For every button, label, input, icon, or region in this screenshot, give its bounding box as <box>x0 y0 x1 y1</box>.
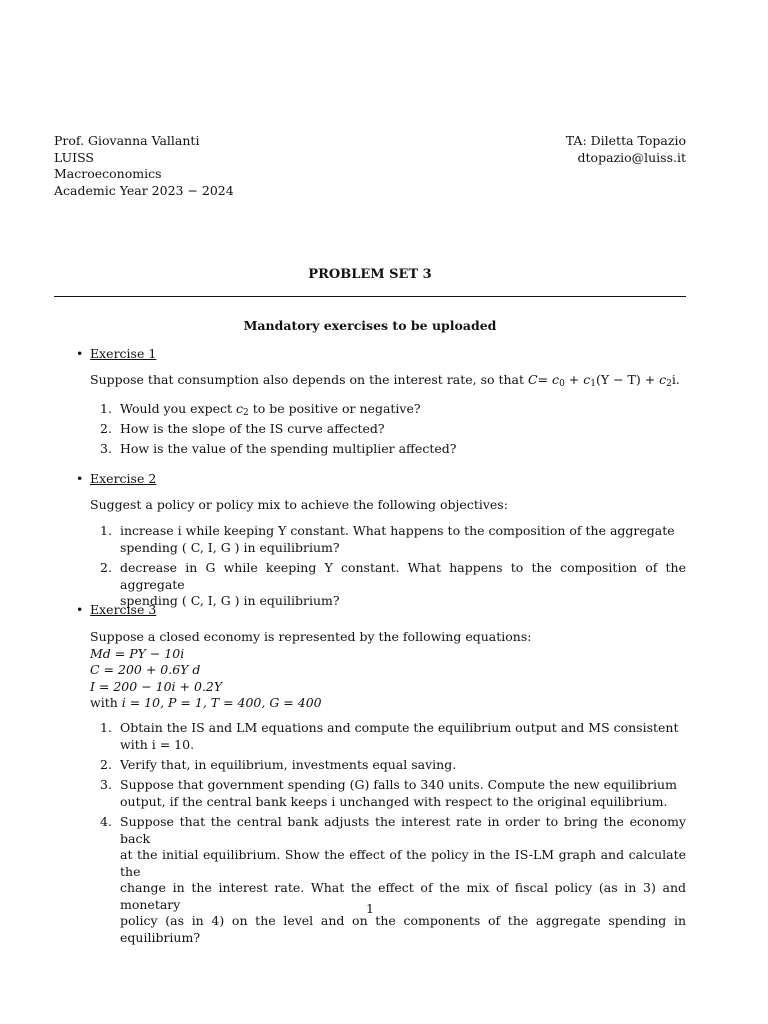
exercise-1-intro: Suppose that consumption also depends on the interest rate, so that $C= c_0 + c_1(Y - T) + c_2i$. <box>90 372 680 389</box>
item-line: policy (as in 4) on the level and on the components of the aggregate spending in equilibrium? <box>120 913 686 945</box>
item-text: How is the slope of the IS curve affected? <box>120 421 385 436</box>
item-line: spending ( C, I, G ) in equilibrium? <box>120 593 340 608</box>
item-line: decrease in G while keeping Y constant. What happens to the composition of the aggregate <box>120 560 686 592</box>
item-line: output, if the central bank keeps i unchanged with respect to the original equilibrium. <box>120 793 668 809</box>
university: LUISS <box>54 149 94 165</box>
item-line: Suppose that government spending (G) falls to 340 units. Compute the new equilibrium <box>120 777 677 792</box>
header-right <box>566 133 686 166</box>
parameters-prefix: with <box>90 695 118 710</box>
item-text: Would you expect $c_2$ to be positive or negative? <box>120 401 421 418</box>
parameters-line <box>90 695 686 712</box>
exercise-1-label: Exercise 1 <box>90 346 157 361</box>
professor-name: Prof. Giovanna Vallanti <box>54 133 200 148</box>
consumption-formula-rhs: = $c_0 + c_1(Y - T) + c_2i$ <box>537 372 676 389</box>
page-title: PROBLEM SET 3 <box>308 267 432 282</box>
item-line: Suppose that the central bank adjusts the interest rate in order to bring the economy back <box>120 814 686 846</box>
parameters-values: i = 10, P = 1, T = 400, G = 400 <box>121 695 322 710</box>
academic-year: Academic Year 2023 − 2024 <box>54 182 234 198</box>
exercise-3-equations <box>90 629 686 712</box>
item-text <box>120 560 686 610</box>
item-line: change in the interest rate. What the effect of the mix of fiscal policy (as in 3) and monetary <box>120 880 686 912</box>
item-text: How is the value of the spending multiplier affected? <box>120 441 457 456</box>
item-text <box>120 777 686 810</box>
page-number: 1 <box>366 901 374 916</box>
header-left <box>54 133 234 199</box>
consumption-equation: C = 200 + 0.6Y d <box>90 662 201 677</box>
item-number: 2. <box>100 757 112 772</box>
money-demand-equation: Md = PY − 10i <box>90 645 185 661</box>
course-name: Macroeconomics <box>54 166 162 181</box>
ta-email: dtopazio@luiss.it <box>577 149 686 165</box>
bullet-icon: • <box>76 346 84 361</box>
item-text <box>120 720 686 753</box>
exercise-2-label: Exercise 2 <box>90 471 157 486</box>
item-line: spending ( C, I, G ) in equilibrium? <box>120 539 340 555</box>
item-text <box>120 814 686 946</box>
item-number: 2. <box>100 560 112 575</box>
item-number: 1. <box>100 720 112 735</box>
title-divider <box>54 296 686 297</box>
item-line: with i = 10. <box>120 736 195 752</box>
item-line: Obtain the IS and LM equations and compute the equilibrium output and MS consistent <box>120 720 679 735</box>
item-number: 1. <box>100 401 112 416</box>
exercise-3-label: Exercise 3 <box>90 602 157 617</box>
ta-name: TA: Diletta Topazio <box>565 133 686 148</box>
exercise-3-intro: Suppose a closed economy is represented by the following equations: <box>90 629 532 644</box>
section-subtitle: Mandatory exercises to be uploaded <box>243 318 497 333</box>
investment-equation: I = 200 − 10i + 0.2Y <box>90 678 223 694</box>
item-text <box>120 523 686 556</box>
item-line: increase i while keeping Y constant. What happens to the composition of the aggregate <box>120 523 675 538</box>
item-number: 3. <box>100 777 112 792</box>
exercise-2-intro: Suggest a policy or policy mix to achieve the following objectives: <box>90 497 508 512</box>
item-number: 4. <box>100 814 112 829</box>
item-number: 2. <box>100 421 112 436</box>
exercise-1-intro-text: Suppose that consumption also depends on the interest rate, so that <box>90 372 525 387</box>
bullet-icon: • <box>76 602 84 617</box>
consumption-formula-lhs: C <box>528 372 538 387</box>
item-line: at the initial equilibrium. Show the effect of the policy in the IS-LM graph and calculate the <box>120 847 686 879</box>
item-text: Verify that, in equilibrium, investments equal saving. <box>120 757 457 772</box>
item-number: 3. <box>100 441 112 456</box>
bullet-icon: • <box>76 471 84 486</box>
item-number: 1. <box>100 523 112 538</box>
